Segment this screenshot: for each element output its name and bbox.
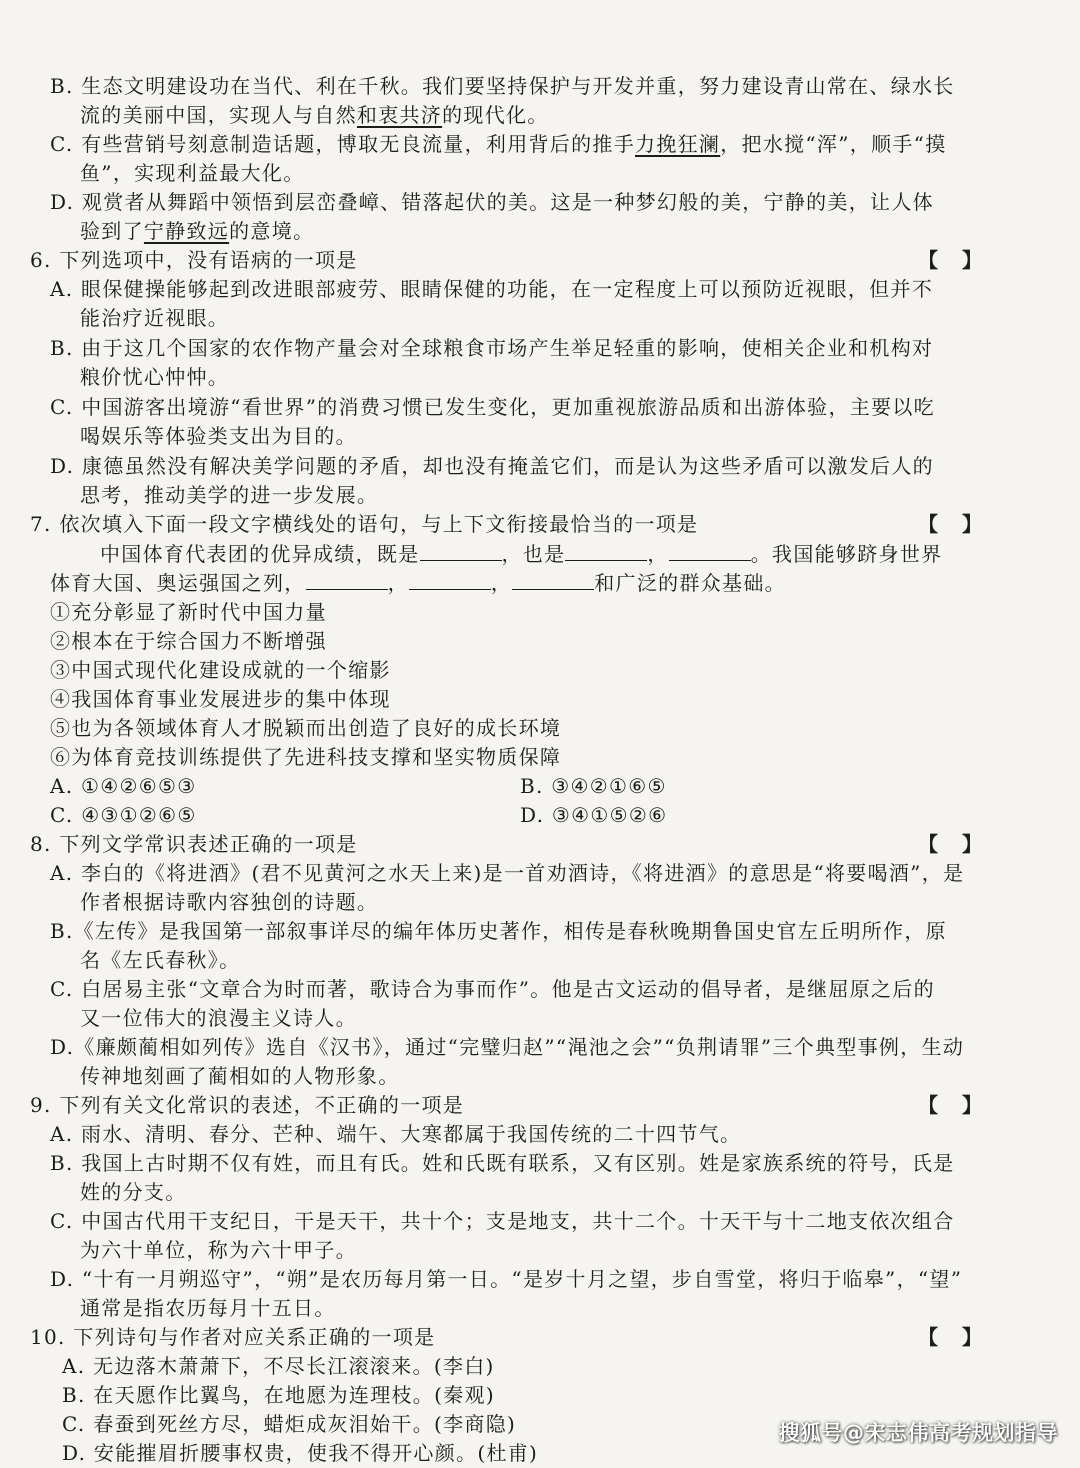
q6-answer-bracket: 【 】 <box>918 248 984 272</box>
text: ， <box>647 542 669 566</box>
text: B.《左传》是我国第一部叙事详尽的编年体历史著作，相传是春秋晚期鲁国史官左丘明所作，原 <box>50 919 947 943</box>
text: B. 在天愿作比翼鸟，在地愿为连理枝。(秦观) <box>62 1383 495 1407</box>
q9-option-b-line2 <box>80 1178 187 1206</box>
text: ， <box>490 571 513 595</box>
q5-option-b-line1 <box>50 72 955 100</box>
q7-passage-line1 <box>100 540 942 568</box>
text: B. 我国上古时期不仅有姓，而且有氏。姓和氏既有联系，又有区别。姓是家族系统的符号，氏是 <box>50 1151 955 1175</box>
text: 的现代化。 <box>442 103 549 127</box>
text: C. ④③①②⑥⑤ <box>50 803 197 827</box>
q6-option-a-line2 <box>80 304 229 332</box>
text: 思考，推动美学的进一步发展。 <box>80 483 379 507</box>
fill-blank-2[interactable] <box>565 540 647 561</box>
q7-sentence-6 <box>50 743 561 771</box>
text: 喝娱乐等体验类支出为目的。 <box>80 424 357 448</box>
text: C. 有些营销号刻意制造话题，博取无良流量，利用背后的推手 <box>50 132 636 156</box>
text: D. 安能摧眉折腰事权贵，使我不得开心颜。(杜甫) <box>62 1441 539 1465</box>
fill-blank-5[interactable] <box>409 569 491 590</box>
q7-sentence-5 <box>50 714 561 742</box>
q7-option-a <box>50 772 196 800</box>
text: 鱼”，实现利益最大化。 <box>80 161 305 185</box>
q8-option-b-line1 <box>50 917 947 945</box>
text: C. 白居易主张“文章合为时而著，歌诗合为事而作”。他是古文运动的倡导者，是继屈原之后的 <box>50 977 935 1001</box>
q8-option-c-line1 <box>50 975 935 1003</box>
q10-option-a <box>62 1352 495 1380</box>
q7-option-b <box>520 772 667 800</box>
text: A. 雨水、清明、春分、芒种、端午、大寒都属于我国传统的二十四节气。 <box>50 1122 742 1146</box>
source-watermark: 搜狐号@宋志伟高考规划指导 <box>778 1421 1058 1445</box>
q7-option-d <box>520 801 667 829</box>
q6-option-d-line2 <box>80 481 378 509</box>
text: C. 春蚕到死丝方尽，蜡炬成灰泪始干。(李商隐) <box>62 1412 517 1436</box>
q9-option-b-line1 <box>50 1149 955 1177</box>
text: 体育大国、奥运强国之列， <box>50 571 306 595</box>
q5-option-c-line2 <box>80 159 305 187</box>
text: 传神地刻画了蔺相如的人物形象。 <box>80 1064 400 1088</box>
q9-answer-bracket: 【 】 <box>918 1093 984 1117</box>
text: A. 眼保健操能够起到改进眼部疲劳、眼睛保健的功能，在一定程度上可以预防近视眼，但并不 <box>50 277 934 301</box>
fill-blank-3[interactable] <box>669 540 751 561</box>
text: 通常是指农历每月十五日。 <box>80 1296 336 1320</box>
text: ②根本在于综合国力不断增强 <box>50 629 327 653</box>
text: ④我国体育事业发展进步的集中体现 <box>50 687 391 711</box>
text: 10. 下列诗句与作者对应关系正确的一项是 <box>30 1325 436 1349</box>
fill-blank-6[interactable] <box>512 569 594 590</box>
text: ，也是 <box>501 542 566 566</box>
text: 姓的分支。 <box>80 1180 187 1204</box>
q6-option-b-line2 <box>80 363 229 391</box>
text: 6. 下列选项中，没有语病的一项是 <box>30 248 358 272</box>
q7-option-c <box>50 801 197 829</box>
text: ⑥为体育竞技训练提供了先进科技支撑和坚实物质保障 <box>50 745 562 769</box>
q9-option-d-line2 <box>80 1294 336 1322</box>
q8-option-b-line2 <box>80 946 240 974</box>
text: ， <box>387 571 409 595</box>
q7-stem <box>30 510 698 538</box>
text: 。我国能够跻身世界 <box>750 542 943 566</box>
text: ①充分彰显了新时代中国力量 <box>50 600 327 624</box>
text: 9. 下列有关文化常识的表述，不正确的一项是 <box>30 1093 465 1117</box>
text: 中国体育代表团的优异成绩，既是 <box>100 542 420 566</box>
text: 为六十单位，称为六十甲子。 <box>80 1238 357 1262</box>
q6-stem <box>30 246 358 274</box>
q8-option-d-line2 <box>80 1062 400 1090</box>
q9-option-c-line1 <box>50 1207 955 1235</box>
text: 验到了 <box>80 219 144 243</box>
q8-option-a-line2 <box>80 888 378 916</box>
q6-option-b-line1 <box>50 334 933 362</box>
text: 7. 依次填入下面一段文字横线处的语句，与上下文衔接最恰当的一项是 <box>30 512 699 536</box>
text: 8. 下列文学常识表述正确的一项是 <box>30 832 358 856</box>
fill-blank-4[interactable] <box>306 569 388 590</box>
q6-option-c-line2 <box>80 422 357 450</box>
q10-option-c <box>62 1410 516 1438</box>
text: D. “十有一月朔巡守”，“朔”是农历每月第一日。“是岁十月之望，步自雪堂，将归于临皋”，“望” <box>50 1267 963 1291</box>
q7-sentence-1 <box>50 598 327 626</box>
fill-blank-1[interactable] <box>420 540 502 561</box>
underlined-phrase: 力挽狂澜 <box>635 132 721 156</box>
text: 名《左氏春秋》。 <box>80 948 241 972</box>
q7-answer-bracket: 【 】 <box>918 512 984 536</box>
q9-option-a <box>50 1120 741 1148</box>
text: 的意境。 <box>229 219 315 243</box>
q5-option-d-line2 <box>80 217 314 245</box>
underlined-phrase: 和衷共济 <box>356 103 443 127</box>
q7-sentence-4 <box>50 685 391 713</box>
q6-option-a-line1 <box>50 275 933 303</box>
text: 和广泛的群众基础。 <box>594 571 786 595</box>
text: B. 生态文明建设功在当代、利在千秋。我们要坚持保护与开发并重，努力建设青山常在、绿水长 <box>50 74 955 98</box>
text: D.《廉颇蔺相如列传》选自《汉书》，通过“完璧归赵”“渑池之会”“负荆请罪”三个典型事例，生动 <box>50 1035 965 1059</box>
text: 流的美丽中国，实现人与自然 <box>80 103 357 127</box>
text: C. 中国游客出境游“看世界”的消费习惯已发生变化，更加重视旅游品质和出游体验，主要以吃 <box>50 395 935 419</box>
q8-option-d-line1 <box>50 1033 964 1061</box>
text: 作者根据诗歌内容独创的诗题。 <box>80 890 379 914</box>
q8-stem <box>30 830 358 858</box>
q8-option-a-line1 <box>50 859 964 887</box>
text: B. 由于这几个国家的农作物产量会对全球粮食市场产生举足轻重的影响，使相关企业和机构对 <box>50 336 934 360</box>
q7-sentence-3 <box>50 656 391 684</box>
text: D. 康德虽然没有解决美学问题的矛盾，却也没有掩盖它们，而是认为这些矛盾可以激发后人的 <box>50 454 934 478</box>
text: A. 李白的《将进酒》(君不见黄河之水天上来)是一首劝酒诗，《将进酒》的意思是“将要喝酒”，是 <box>50 861 965 885</box>
text: 粮价忧心忡忡。 <box>80 365 230 389</box>
text: ⑤也为各领域体育人才脱颖而出创造了良好的成长环境 <box>50 716 562 740</box>
text: A. 无边落木萧萧下，不尽长江滚滚来。(李白) <box>62 1354 495 1378</box>
text: D. 观赏者从舞蹈中领悟到层峦叠嶂、错落起伏的美。这是一种梦幻般的美，宁静的美，让人体 <box>50 190 934 214</box>
q6-option-c-line1 <box>50 393 935 421</box>
q5-option-b-line2 <box>80 101 549 129</box>
q5-option-c-line1 <box>50 130 947 158</box>
text: ③中国式现代化建设成就的一个缩影 <box>50 658 391 682</box>
q10-stem <box>30 1323 435 1351</box>
text: B. ③④②①⑥⑤ <box>520 774 667 798</box>
q6-option-d-line1 <box>50 452 934 480</box>
q9-option-d-line1 <box>50 1265 962 1293</box>
q10-answer-bracket: 【 】 <box>918 1325 984 1349</box>
q8-option-c-line2 <box>80 1004 357 1032</box>
q9-stem <box>30 1091 464 1119</box>
q5-option-d-line1 <box>50 188 934 216</box>
text: D. ③④①⑤②⑥ <box>520 803 668 827</box>
q8-answer-bracket: 【 】 <box>918 832 984 856</box>
q10-option-d <box>62 1439 538 1467</box>
q10-option-b <box>62 1381 495 1409</box>
text: ，把水搅“浑”，顺手“摸 <box>720 132 947 156</box>
q7-sentence-2 <box>50 627 327 655</box>
q7-passage-line2 <box>50 569 786 597</box>
underlined-phrase: 宁静致远 <box>143 219 230 243</box>
text: C. 中国古代用干支纪日，干是天干，共十个；支是地支，共十二个。十天干与十二地支依次组合 <box>50 1209 955 1233</box>
text: 能治疗近视眼。 <box>80 306 230 330</box>
text: 又一位伟大的浪漫主义诗人。 <box>80 1006 357 1030</box>
q9-option-c-line2 <box>80 1236 357 1264</box>
text: A. ①④②⑥⑤③ <box>50 774 197 798</box>
